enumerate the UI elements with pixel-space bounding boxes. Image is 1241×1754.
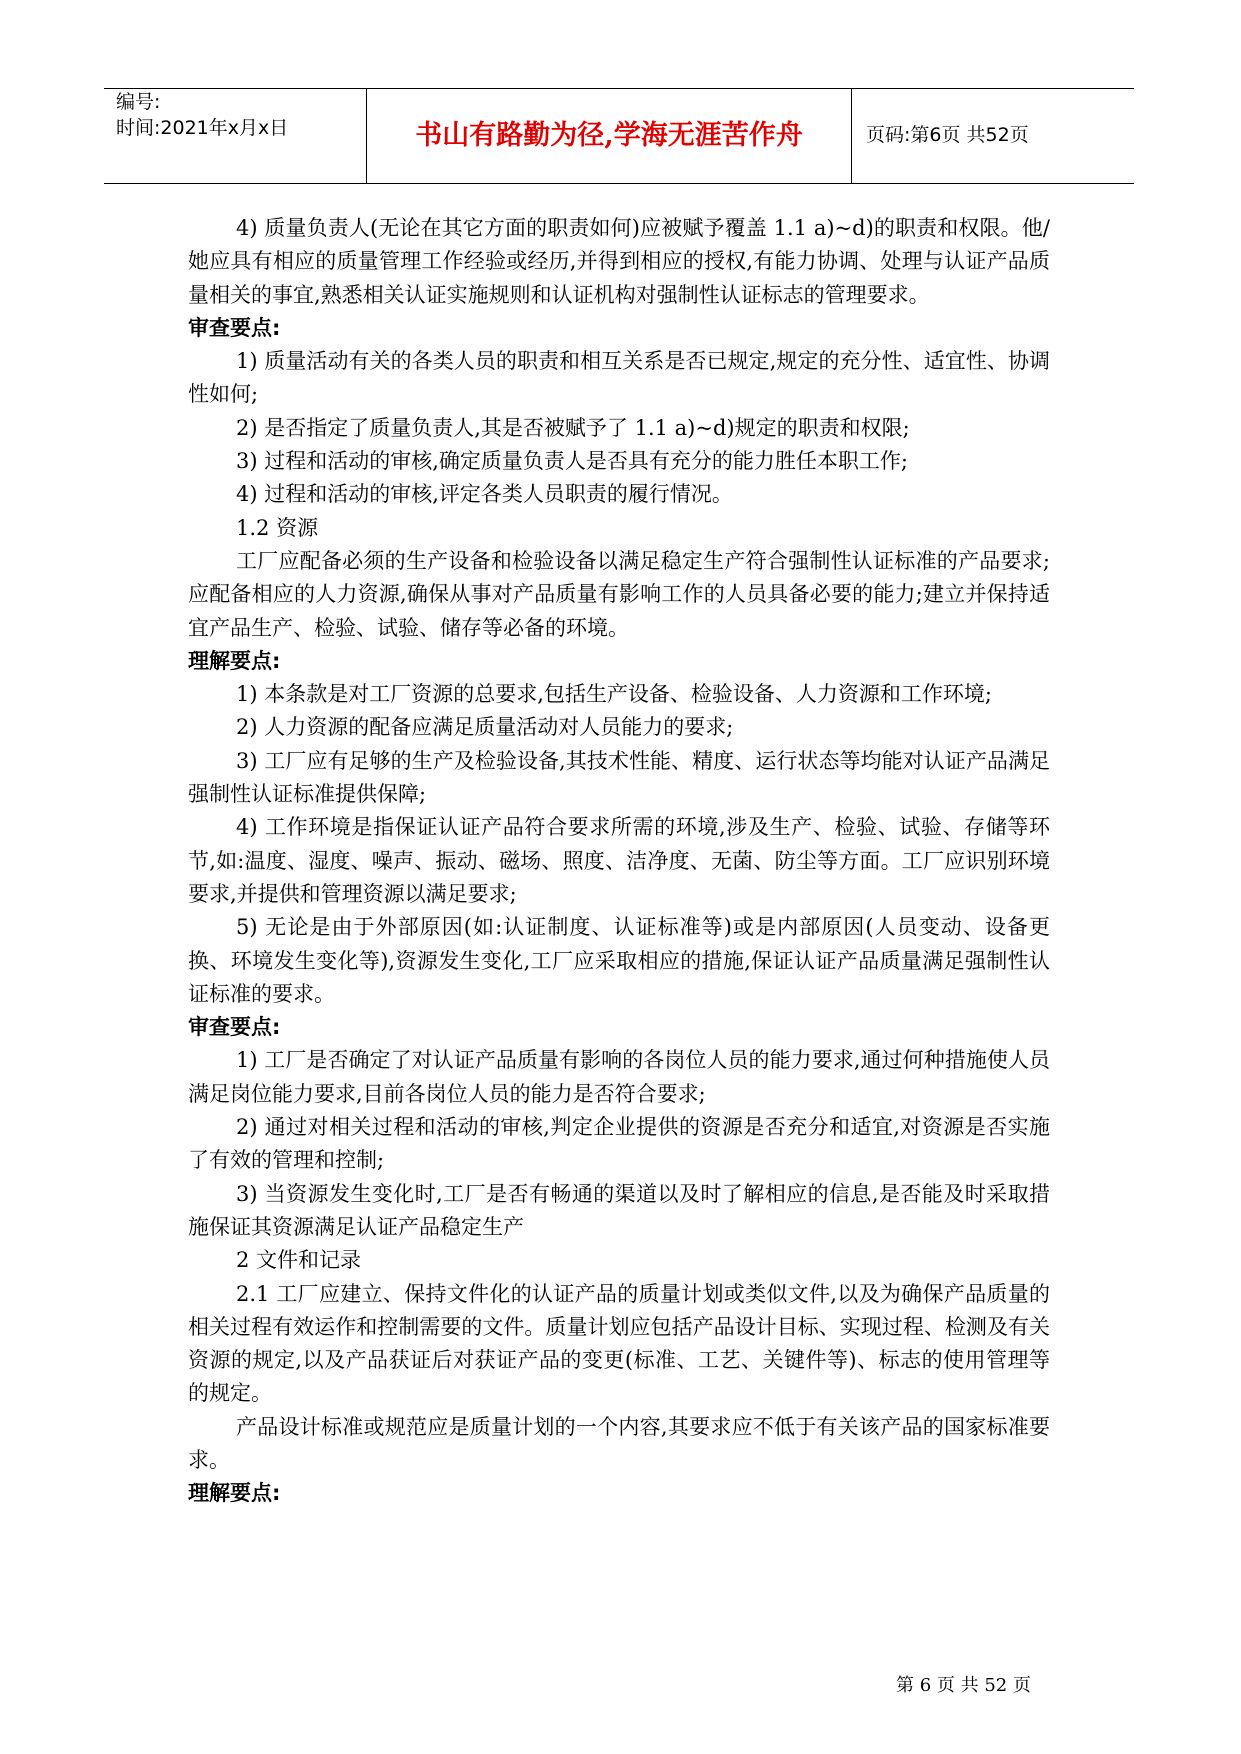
body-paragraph: 1) 质量活动有关的各类人员的职责和相互关系是否已规定,规定的充分性、适宜性、协调性如何; bbox=[188, 349, 1050, 407]
body-paragraph: 1) 本条款是对工厂资源的总要求,包括生产设备、检验设备、人力资源和工作环境; bbox=[236, 682, 992, 707]
body-paragraph: 4) 质量负责人(无论在其它方面的职责如何)应被赋予覆盖 1.1 a)~d)的职责和权限。他/她应具有相应的质量管理工作经验或经历,并得到相应的授权,有能力协调、处理与认证产品质量相关的事宜,熟悉相关认证实施规则和认证机构对强制性认证标志的管理要求。 bbox=[188, 216, 1050, 307]
page-header bbox=[104, 88, 1134, 184]
body-paragraph: 3) 当资源发生变化时,工厂是否有畅通的渠道以及时了解相应的信息,是否能及时采取措施保证其资源满足认证产品稳定生产 bbox=[188, 1181, 1050, 1239]
body-paragraph: 2) 通过对相关过程和活动的审核,判定企业提供的资源是否充分和适宜,对资源是否实施了有效的管理和控制; bbox=[188, 1115, 1050, 1173]
body-paragraph: 4) 过程和活动的审核,评定各类人员职责的履行情况。 bbox=[236, 482, 733, 507]
section-heading: 理解要点: bbox=[188, 648, 281, 673]
document-number-label: 编号: bbox=[116, 91, 161, 113]
section-heading: 审查要点: bbox=[188, 315, 281, 340]
section-heading: 理解要点: bbox=[188, 1481, 281, 1506]
body-paragraph: 3) 工厂应有足够的生产及检验设备,其技术性能、精度、运行状态等均能对认证产品满足强制性认证标准提供保障; bbox=[188, 748, 1050, 807]
header-motto: 书山有路勤为径,学海无涯苦作舟 bbox=[415, 120, 803, 151]
document-body bbox=[188, 212, 1050, 1511]
body-paragraph: 产品设计标准或规范应是质量计划的一个内容,其要求应不低于有关该产品的国家标准要求。 bbox=[188, 1414, 1050, 1472]
body-paragraph: 5) 无论是由于外部原因(如:认证制度、认证标准等)或是内部原因(人员变动、设备更换、环境发生变化等),资源发生变化,工厂应采取相应的措施,保证认证产品质量满足强制性认证标准的要求。 bbox=[188, 915, 1050, 1006]
header-left-cell bbox=[104, 89, 364, 183]
page-footer: 第 6 页 共 52 页 bbox=[896, 1675, 1031, 1696]
header-page-info: 页码:第6页 共52页 bbox=[866, 124, 1029, 146]
body-paragraph: 2) 是否指定了质量负责人,其是否被赋予了 1.1 a)~d)规定的职责和权限; bbox=[236, 415, 910, 440]
body-paragraph: 3) 过程和活动的审核,确定质量负责人是否具有充分的能力胜任本职工作; bbox=[236, 449, 908, 474]
body-paragraph: 2.1 工厂应建立、保持文件化的认证产品的质量计划或类似文件,以及为确保产品质量的相关过程有效运作和控制需要的文件。质量计划应包括产品设计目标、实现过程、检测及有关资源的规定,以及产品获证后对获证产品的变更(标准、工艺、关键件等)、标志的使用管理等的规定。 bbox=[188, 1281, 1050, 1406]
section-heading: 审查要点: bbox=[188, 1015, 281, 1040]
body-paragraph: 工厂应配备必须的生产设备和检验设备以满足稳定生产符合强制性认证标准的产品要求;应配备相应的人力资源,确保从事对产品质量有影响工作的人员具备必要的能力;建立并保持适宜产品生产、检验、试验、储存等必备的环境。 bbox=[188, 548, 1050, 640]
body-paragraph: 1.2 资源 bbox=[236, 515, 319, 540]
body-paragraph: 2) 人力资源的配备应满足质量活动对人员能力的要求; bbox=[236, 715, 734, 740]
header-motto-cell bbox=[366, 89, 852, 183]
body-paragraph: 4) 工作环境是指保证认证产品符合要求所需的环境,涉及生产、检验、试验、存储等环节,如:温度、湿度、噪声、振动、磁场、照度、洁净度、无菌、防尘等方面。工厂应识别环境要求,并提供和管理资源以满足要求; bbox=[188, 815, 1050, 906]
body-paragraph: 1) 工厂是否确定了对认证产品质量有影响的各岗位人员的能力要求,通过何种措施使人员满足岗位能力要求,目前各岗位人员的能力是否符合要求; bbox=[188, 1048, 1050, 1106]
header-page-cell bbox=[852, 89, 1134, 183]
body-paragraph: 2 文件和记录 bbox=[236, 1248, 362, 1273]
document-time-label: 时间:2021年x月x日 bbox=[116, 117, 289, 139]
